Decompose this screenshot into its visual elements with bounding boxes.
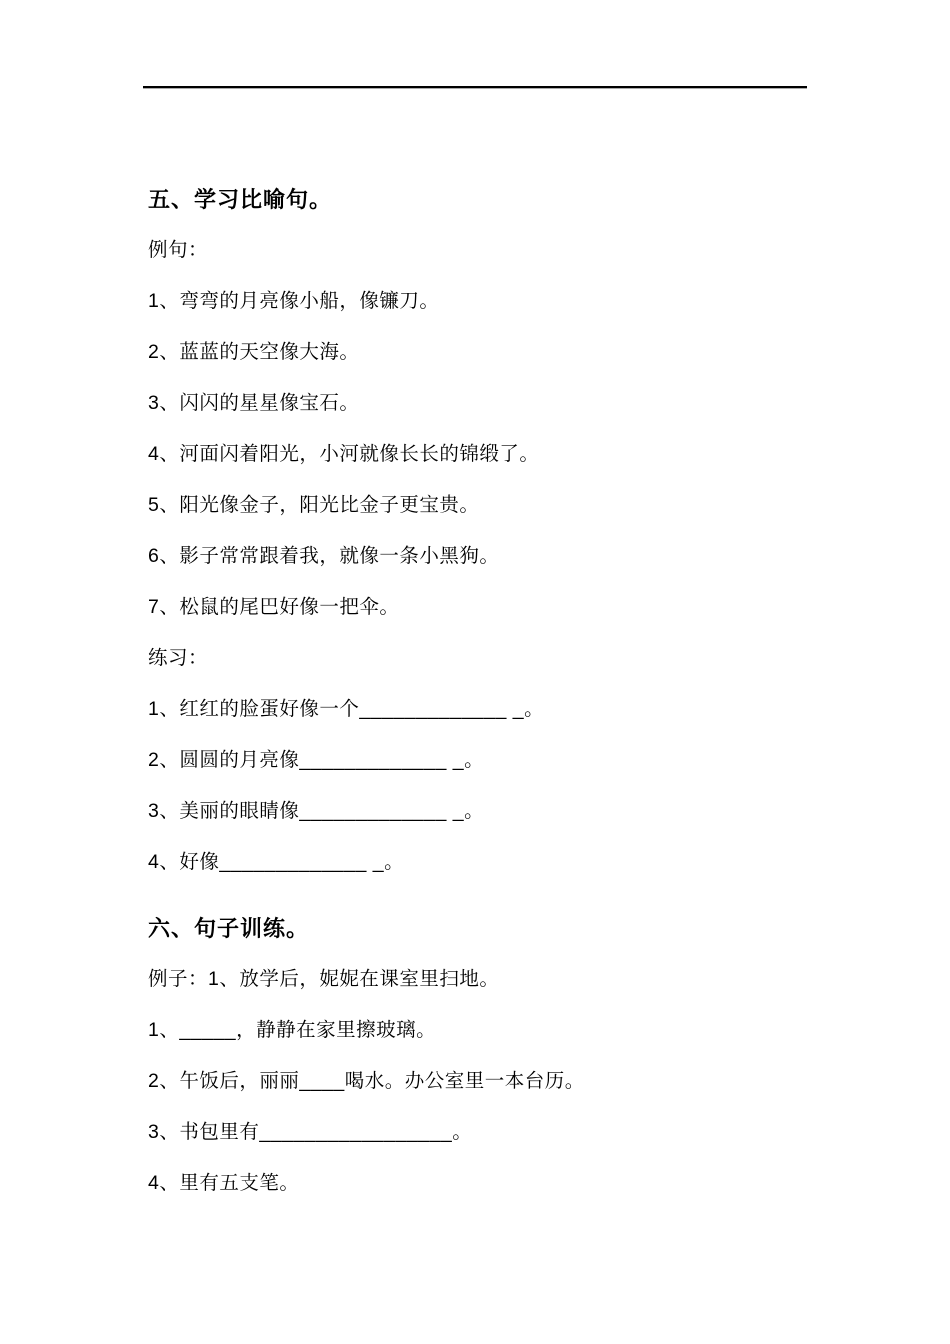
example-sentence-3: 3、闪闪的星星像宝石。: [148, 392, 360, 414]
practice-item-2: 2、圆圆的月亮像_____________ _。: [148, 749, 485, 771]
section5-heading: 五、学习比喻句。: [148, 187, 333, 212]
practice-item-1: 1、红红的脸蛋好像一个_____________ _。: [148, 698, 545, 720]
document-content: [148, 186, 808, 1221]
example-sentence-1: 1、弯弯的月亮像小船，像镰刀。: [148, 290, 440, 312]
example-sentence-5: 5、阳光像金子，阳光比金子更宝贵。: [148, 494, 480, 516]
example-sentence-6: 6、影子常常跟着我，就像一条小黑狗。: [148, 545, 500, 567]
example-sentence-7: 7、松鼠的尾巴好像一把伞。: [148, 596, 400, 618]
practice-item-4: 4、好像_____________ _。: [148, 851, 405, 873]
training-item-1: 1、_____，静静在家里擦玻璃。: [148, 1019, 437, 1041]
section6-example-line: 例子：1、放学后，妮妮在课室里扫地。: [148, 968, 500, 990]
section6-heading: 六、句子训练。: [148, 916, 310, 941]
example-sentence-2: 2、蓝蓝的天空像大海。: [148, 341, 360, 363]
header-divider: [143, 86, 807, 88]
practice-item-3: 3、美丽的眼睛像_____________ _。: [148, 800, 485, 822]
section5-practice-label: 练习：: [148, 647, 209, 669]
example-sentence-4: 4、河面闪着阳光，小河就像长长的锦缎了。: [148, 443, 540, 465]
training-item-2: 2、午饭后，丽丽____喝水。办公室里一本台历。: [148, 1070, 585, 1092]
section5-examples-label: 例句：: [148, 239, 209, 261]
training-item-4: 4、里有五支笔。: [148, 1172, 300, 1194]
training-item-3: 3、书包里有_________________。: [148, 1121, 473, 1143]
